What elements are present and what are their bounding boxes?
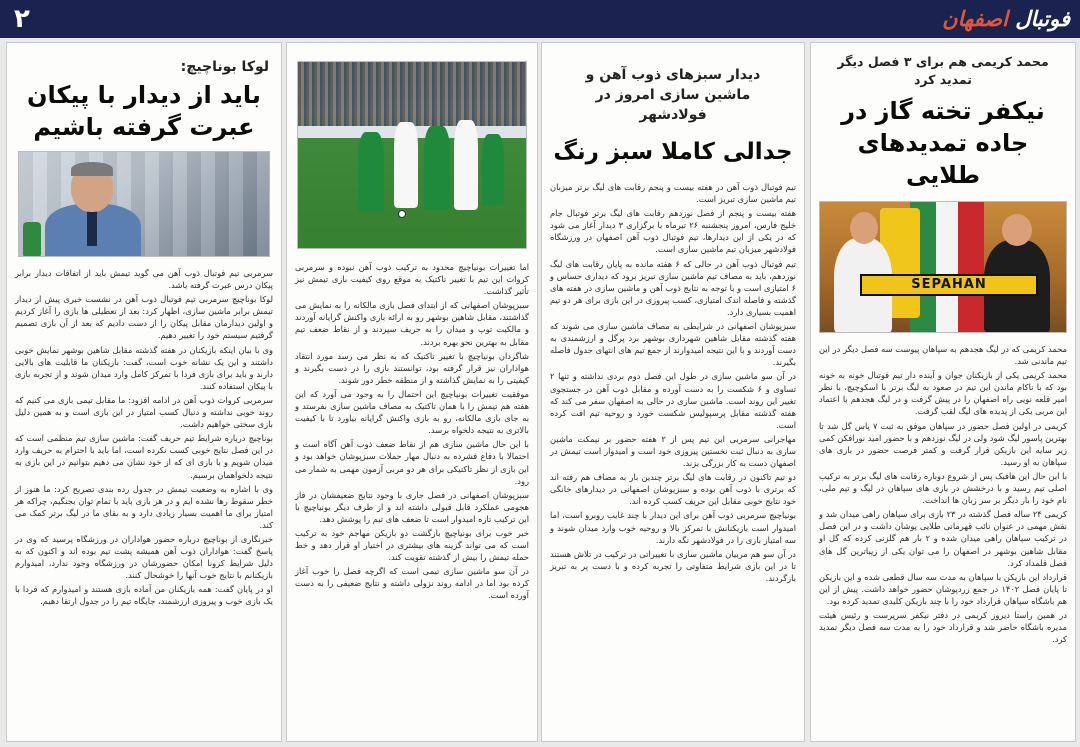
paragraph: دو تیم تاکنون در رقابت های لیگ برتر چندین بار به مصاف هم رفته اند که برتری با ذوب آهن بوده و سبزپوشان اصفهانی در دیدارهای خانگی خود نتایج خوبی مقابل این حریف کسب کرده اند. (550, 472, 796, 507)
bench-seat (23, 222, 41, 257)
paragraph: محمد کریمی یکی از بازیکنان جوان و آینده دار تیم فوتبال خونه به خونه بود که با ناکام ماندن این تیم در صعود به لیگ برتر با اسکوچیچ، با نظر امیر قلعه نویی راه اصفهان را در پیش گرفت و در لیگ هجدهم با اعتماد این مربی یکی از پدیده های لیگ لقب گرفت. (819, 370, 1067, 417)
coach-tie (87, 206, 97, 246)
article-body (7, 267, 281, 608)
paragraph: سبزپوشان اصفهانی در شرایطی به مصاف ماشین سازی می شوند که هفته گذشته مقابل شاهین شهرداری بوشهر برد پرگل و ارزشمندی به دست آوردند و با این نتیجه امیدوارند از جمع تیم های انتهای جدول فاصله بگیرند. (550, 321, 796, 368)
paragraph: سبزپوشان اصفهانی که از ابتدای فصل بازی مالکانه را به نمایش می گذاشتند، مقابل شاهین بوشهر رو به ارائه بازی واکنش گرایانه آوردند و مالکیت توپ و میدان را به حریف سپردند و از نقاط ضعف تیم مقابل به بهترین نحو بهره بردند. (295, 300, 529, 347)
paragraph: لوکا بوناچیچ سرمربی تیم فوتبال ذوب آهن در نشست خبری پیش از دیدار تیمش برابر ماشین سازی، اظهار کرد: بعد از تعطیلی ها بازی را آغاز کردیم و اولین دیدارمان مقابل پیکان را از دست دادیم که بعد از آن بازی تصمیم گرفتیم سیستم خود را تغییر دهیم. (15, 294, 273, 341)
headline: باید از دیدار با پیکان عبرت گرفته باشیم (27, 81, 261, 141)
top-banner (0, 0, 1080, 38)
logo-accent: اصفهان (942, 6, 1008, 31)
paragraph: اما تغییرات بونیاچیچ محدود به ترکیب ذوب آهن نبوده و سرمربی کروات این تیم با تغییر تاکتیک به موقع روی کیفیت بازی تیمش نیز تأثیر گذاشت. (295, 262, 529, 297)
page-number: ۲ (14, 4, 30, 34)
flag-red-stripe (958, 202, 984, 333)
paragraph: تیم فوتبال ذوب آهن در هفته بیست و پنجم رقابت های لیگ برتر میزبان تیم ماشین سازی تبریز است. (550, 182, 796, 205)
subtitle: محمد کریمی هم برای ۳ فصل دیگر تمدید کرد (837, 54, 1049, 87)
player-head (850, 212, 878, 244)
sepahan-scarf: SEPAHAN (860, 274, 1038, 296)
article-continuation (286, 42, 538, 742)
paragraph: در آن سو ماشین سازی در طول این فصل دوم بردی نداشته و تنها ۲ تساوی و ۶ شکست را به دست آورده و مقابل ذوب آهن در جستجوی تغییر این روند است. ماشین سازی در حالی به اصفهان سفر می کند که هفته گذشته مقابل پرسپولیس شکست خورد و روحیه تیم افت کرده است. (550, 371, 796, 430)
article-bonacic (6, 42, 282, 742)
headline: نیکفر تخته گاز در جاده تمدیدهای طلایی (841, 97, 1045, 189)
paragraph: موفقیت تغییرات بونیاچیچ این احتمال را به وجود می آورد که این هفته هم تیمش را با همان تاکتیک به مصاف ماشین سازی بفرستد و به جای بازی مالکانه، رو به بازی واکنش گرایانه بیاورد تا با کیفیت بالاتری به نتیجه دلخواه برسد. (295, 388, 529, 436)
subtitle: لوکا بوناچیچ: (180, 59, 269, 75)
paragraph: مهاجرانی سرمربی این تیم پس از ۲ هفته حضور بر نیمکت ماشین سازی به دنبال ثبت نخستین پیروزی خود است و امیدوار است تیمش در اصفهان دست به کار بزرگی بزند. (550, 433, 796, 469)
paragraph: او در پایان گفت: همه بازیکنان من آماده بازی هستند و امیدوارم که فردا با یک بازی خوب و پیروزی ارزشمند، جایگاه تیم را در جدول ارتقا دهیم. (15, 584, 273, 607)
logo-main: فوتبال (1015, 6, 1070, 31)
paragraph: کریمی ۲۴ ساله فصل گذشته در ۲۳ بازی برای سپاهان راهی میدان شد و نقش مهمی در عنوان نائب قهرمانی طلایی پوشان داشت و در این فصل در ترکیب سپاهان راهی میدان شده و ۲ بار هم گلزنی کرده که گل او مقابل شاهین بوشهر در اصفهان را می توان یکی از زیباترین گل های فصل قلمداد کرد. (819, 509, 1068, 568)
paragraph: سرمربی کروات ذوب آهن در ادامه افزود: ما مقابل تیمی بازی می کنیم که روند خوبی نداشته و دنبال کسب امتیاز در این بازی است و به همین دلیل بازی سختی خواهیم داشت. (15, 394, 273, 430)
player-white (454, 120, 478, 210)
flag-white-stripe (936, 202, 958, 333)
player-green (358, 132, 384, 212)
paragraph: وی با اشاره به وضعیت تیمش در جدول رده بندی تصریح کرد: ما هنوز از خطر سقوط رها نشده ایم و در هر بازی باید با تمام توان بجنگیم، چراکه هر امتیاز برای ما اهمیت بسیار زیادی دارد و به بقای ما در لیگ برتر کمک می کند. (15, 483, 273, 530)
paragraph: بونیاچیچ سرمربی ذوب آهن برای این دیدار با چند غایب روبرو است، اما امیدوار است بازیکنانش با تمرکز بالا و روحیه خوب وارد میدان شوند و سه امتیاز بازی را در فولادشهر نگه دارند. (550, 510, 796, 545)
coach-photo (18, 151, 270, 257)
paragraph: سرمربی تیم فوتبال ذوب آهن می گوید تیمش باید از اتفاقات دیدار برابر پیکان درس عبرت گرفته باشد. (15, 268, 273, 291)
paragraph: بوناچیچ درباره شرایط تیم حریف گفت: ماشین سازی تیم منظمی است که در این فصل نتایج خوبی کسب نکرده است، اما باید با احترام به حریف وارد میدان شویم و با بازی ای که از خود نشان می دهیم بتوانیم در این بازی به نتیجه دلخواهمان برسیم. (15, 433, 273, 480)
paragraph: در آن سو ماشین سازی تیمی است که اگرچه فصل را خوب آغاز کرده بود اما در ادامه روند نزولی داشته و نتایج ضعیفی را به دست آورده است. (295, 566, 529, 601)
paragraph: با این حال این هافبک پس از شروع دوباره رقابت های لیگ برتر به ترکیب اصلی تیم رسید و با درخشش در بازی های سپاهان در لیگ و تیم ملی، نام خود را بار دیگر بر سر زبان ها انداخت. (819, 470, 1067, 506)
article-body (542, 181, 804, 584)
paragraph: در آن سو هم مربیان ماشین سازی با تغییراتی در ترکیب در تلاش هستند تا در این بازی شرایط متفاوتی را تجربه کرده و با دست پر به تبریز بازگردند. (550, 548, 796, 583)
football (398, 210, 406, 218)
paragraph: قرارداد این بازیکن با سپاهان به مدت سه سال قطعی شده و این بازیکن تا پایان فصل ۱۴۰۲ در جمع زردپوشان حضور خواهد داشت. پیش از این هم باشگاه سپاهان قرارداد خود را با چند بازیکن کلیدی تمدید کرده بود. (819, 571, 1068, 606)
coach-hair (71, 162, 113, 176)
official-head (1002, 214, 1032, 246)
paragraph: هفته بیست و پنجم از فصل نوزدهم رقابت های لیگ برتر فوتبال جام خلیج فارس، امروز پنجشنبه ۲۶ تیرماه با برگزاری ۳ دیدار آغاز می شود که در یکی از این دیدارها، تیم فوتبال ذوب آهن اصفهان در ورزشگاه فولادشهر میزبان تیم ماشین سازی است. (550, 208, 796, 255)
subtitle: دیدار سبزهای ذوب آهن و ماشین سازی امروز در فولادشهر (585, 67, 761, 123)
paragraph: خبرنگاری از بوناچیچ درباره حضور هواداران در ورزشگاه پرسید که وی در پاسخ گفت: هواداران ذوب آهن همیشه پشت تیم بوده اند و اکنون که به دلیل شرایط کرونا امکان حضورشان در ورزشگاه وجود ندارد، امیدوارم بازیکنانم با نتایج خوب آنها را خوشحال کنند. (15, 533, 273, 581)
player-green (424, 126, 450, 210)
paragraph: سبزپوشان اصفهانی در فصل جاری با وجود نتایج ضعیفشان در فاز هجومی عملکرد قابل قبولی داشته اند و از طرف دیگر بونیاچیچ با این ترکیب تازه امیدوار است تا ضعف های تیم را پوشش دهد. (295, 489, 529, 524)
headline: جدالی کاملا سبز رنگ (553, 139, 793, 165)
paragraph: در همین راستا دیروز کریمی در دفتر نیکفر سرپرست و رئیس هیئت مدیره باشگاه حاضر شد و قرارداد خود را به مدت سه فصل دیگر تمدید کرد. (819, 609, 1067, 645)
paragraph: شاگردان بونیاچیچ با تغییر تاکتیک که به نظر می رسد مورد انتقاد هواداران نیز قرار گرفته بود، توانستند بازی را در دست بگیرند و کیفیتی را به نمایش گذاشته و از منطقه خطر دور شوند. (295, 350, 529, 385)
player-white (394, 122, 418, 208)
match-photo (297, 61, 527, 249)
paragraph: خبر خوب برای بونیاچیچ بازگشت دو بازیکن مهاجم خود به ترکیب است که می تواند گزینه های بیشتری در اختیار او قرار دهد و خط حمله تیمش را بیش از گذشته تقویت کند. (295, 527, 529, 563)
paragraph: با این حال ماشین سازی هم از نقاط ضعف ذوب آهن آگاه است و احتمالا با دفاع فشرده به دنبال مهار حملات سبزپوشان خواهد بود و این بازی از نظر تاکتیکی برای هر دو مربی آزمون مهمی به شمار می رود. (295, 439, 529, 486)
paragraph: تیم فوتبال ذوب آهن در حالی که ۶ هفته مانده به پایان رقابت های لیگ نوزدهم، باید به مصاف تیم ماشین سازی تبریز برود که دیداری حساس و ۶ امتیازی است و با توجه به نتایج ذوب آهن و ماشین سازی در هفته های گذشته و فاصله اندک امتیازی، کسب پیروزی در این بازی برای هر دو تیم اهمیت بسیاری دارد. (550, 258, 796, 317)
article-karimi (810, 42, 1076, 742)
stadium-crowd (298, 62, 527, 126)
player-green (482, 134, 504, 206)
paragraph: محمد کریمی که در لیگ هجدهم به سپاهان پیوست سه فصل دیگر در این تیم ماندنی شد. (819, 344, 1067, 367)
signing-photo (819, 201, 1067, 333)
paragraph: کریمی در اولین فصل حضور در سپاهان موفق به ثبت ۷ پاس گل شد تا بهترین پاسور لیگ شود ولی در لیگ نوزدهم و با حضور امید نورافکن کمی زیر سایه این بازیکن قرار گرفت و کمتر فرصت حضور در بازی های سپاهان به او رسید. (819, 420, 1067, 467)
article-body (811, 343, 1075, 645)
section-logo (942, 3, 1070, 35)
article-zobahan (541, 42, 805, 742)
article-body (287, 261, 537, 602)
paragraph: وی با بیان اینکه بازیکنان در هفته گذشته مقابل شاهین بوشهر نمایش خوبی داشتند و این یک نشانه خوب است، گفت: بازیکنان ما قابلیت های بالایی دارند و باید برای بازی فردا با تمرکز کامل وارد میدان شوند و از تجربه بازی با پیکان استفاده کنند. (15, 344, 273, 391)
